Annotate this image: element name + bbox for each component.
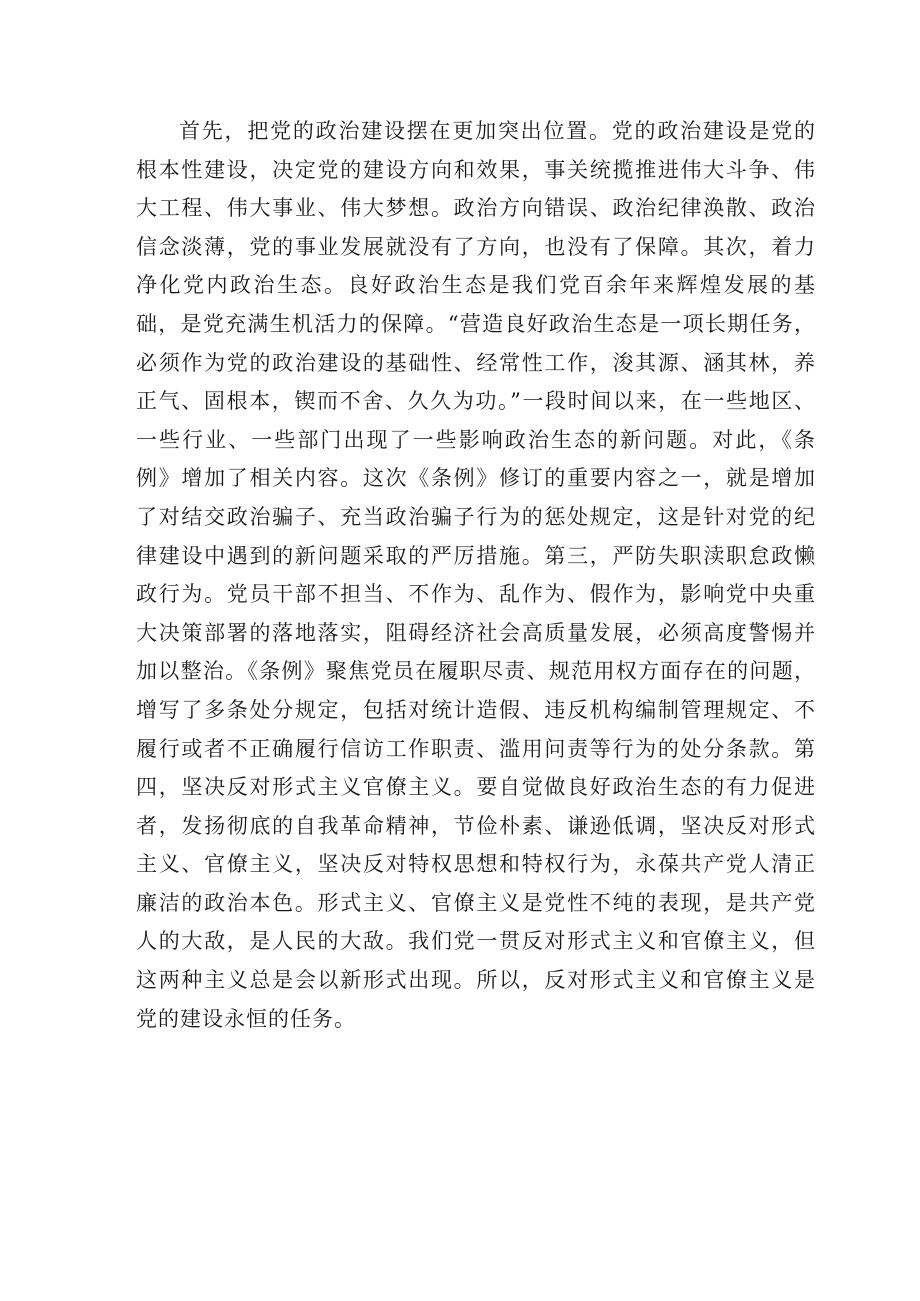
body-paragraph: 首先，把党的政治建设摆在更加突出位置。党的政治建设是党的根本性建设，决定党的建设方向和效果，事关统揽推进伟大斗争、伟大工程、伟大事业、伟大梦想。政治方向错误、政治纪律涣散、政治信念淡薄，党的事业发展就没有了方向，也没有了保障。其次，着力净化党内政治生态。良好政治生态是我们党百余年来辉煌发展的基础，是党充满生机活力的保障。“营造良好政治生态是一项长期任务，必须作为党的政治建设的基础性、经常性工作，浚其源、涵其林，养正气、固根本，锲而不舍、久久为功。”一段时间以来，在一些地区、一些行业、一些部门出现了一些影响政治生态的新问题。对此，《条例》增加了相关内容。这次《条例》修订的重要内容之一，就是增加了对结交政治骗子、充当政治骗子行为的惩处规定，这是针对党的纪律建设中遇到的新问题采取的严厉措施。第三，严防失职渎职怠政懒政行为。党员干部不担当、不作为、乱作为、假作为，影响党中央重大决策部署的落地落实，阻碍经济社会高质量发展，必须高度警惕并加以整治。《条例》聚焦党员在履职尽责、规范用权方面存在的问题，增写了多条处分规定，包括对统计造假、违反机构编制管理规定、不履行或者不正确履行信访工作职责、滥用问责等行为的处分条款。第四，坚决反对形式主义官僚主义。要自觉做良好政治生态的有力促进者，发扬彻底的自我革命精神，节俭朴素、谦逊低调，坚决反对形式主义、官僚主义，坚决反对特权思想和特权行为，永葆共产党人清正廉洁的政治本色。形式主义、官僚主义是党性不纯的表现，是共产党人的大敌，是人民的大敌。我们党一贯反对形式主义和官僚主义，但这两种主义总是会以新形式出现。所以，反对形式主义和官僚主义是党的建设永恒的任务。 xyxy=(136,119,816,1031)
